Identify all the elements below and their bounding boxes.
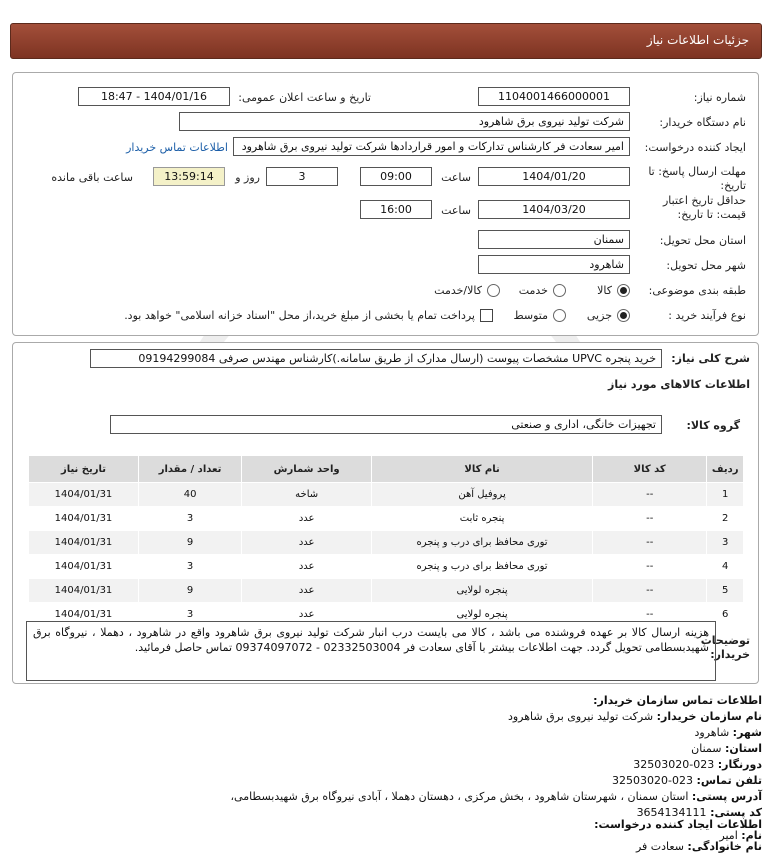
- remaining-label: ساعت باقی مانده: [51, 171, 133, 184]
- cell-unit: عدد: [242, 603, 372, 627]
- contact-postal-key: کد پستی:: [710, 806, 762, 819]
- process-medium-radio[interactable]: [553, 309, 566, 322]
- days-field: 3: [266, 167, 338, 186]
- need-number-label: شماره نیاز:: [693, 91, 746, 104]
- cell-date: 1404/01/31: [29, 579, 139, 603]
- cell-code: --: [593, 579, 707, 603]
- contact-province-key: استان:: [725, 742, 762, 755]
- contact-province-value: سمنان: [691, 742, 722, 755]
- process-medium-label: متوسط: [513, 309, 548, 322]
- cell-qty: 3: [138, 603, 241, 627]
- page-title: جزئیات اطلاعات نیاز: [646, 33, 749, 47]
- cell-qty: 3: [138, 555, 241, 579]
- province-label: استان محل تحویل:: [659, 234, 746, 247]
- category-service-label: خدمت: [518, 284, 548, 297]
- goods-table-header: [29, 456, 744, 483]
- validity-time-field: 16:00: [360, 200, 432, 219]
- deadline-label: مهلت ارسال پاسخ: تا تاریخ:: [648, 165, 746, 192]
- deadline-time-label: ساعت: [441, 171, 471, 184]
- goods-group-field: تجهیزات خانگی، اداری و صنعتی: [110, 415, 662, 434]
- col-qty: تعداد / مقدار: [138, 456, 241, 483]
- cell-row: 1: [707, 483, 744, 507]
- cell-name: توری محافظ برای درب و پنجره: [372, 555, 593, 579]
- cell-code: --: [593, 555, 707, 579]
- buyer-notes-label: توضیحات خریدار:: [700, 634, 750, 661]
- buyer-org-field: شرکت تولید نیروی برق شاهرود: [179, 112, 630, 131]
- need-number-field: 1104001466000001: [478, 87, 630, 106]
- category-goods-radio[interactable]: [617, 284, 630, 297]
- cell-date: 1404/01/31: [29, 507, 139, 531]
- cell-unit: عدد: [242, 531, 372, 555]
- creator-family-key: نام خانوادگی:: [687, 840, 762, 853]
- contact-postal-value: 3654134111: [636, 806, 707, 819]
- treasury-checkbox[interactable]: [480, 309, 493, 322]
- cell-code: --: [593, 531, 707, 555]
- cell-name: پنجره لولایی: [372, 603, 593, 627]
- category-both-radio[interactable]: [487, 284, 500, 297]
- cell-qty: 9: [138, 531, 241, 555]
- page-header: [10, 23, 762, 59]
- cell-code: --: [593, 603, 707, 627]
- validity-time-label: ساعت: [441, 204, 471, 217]
- category-goods-label: کالا: [597, 284, 612, 297]
- cell-date: 1404/01/31: [29, 531, 139, 555]
- cell-row: 2: [707, 507, 744, 531]
- cell-qty: 3: [138, 507, 241, 531]
- table-row: [29, 483, 744, 507]
- contact-city-line: [695, 726, 762, 739]
- contact-tel-value: 023-32503020: [612, 774, 694, 787]
- cell-row: 6: [707, 603, 744, 627]
- contact-tel-line: [612, 774, 762, 787]
- validity-label: حداقل تاریخ اعتبار قیمت: تا تاریخ:: [662, 194, 746, 221]
- creator-label: ایجاد کننده درخواست:: [644, 141, 746, 154]
- cell-qty: 40: [138, 483, 241, 507]
- province-field: سمنان: [478, 230, 630, 249]
- contact-org-key: نام سازمان خریدار:: [656, 710, 762, 723]
- contact-tel-key: تلفن تماس:: [696, 774, 762, 787]
- announce-label: تاریخ و ساعت اعلان عمومی:: [238, 91, 371, 104]
- cell-unit: عدد: [242, 507, 372, 531]
- cell-name: پنجره لولایی: [372, 579, 593, 603]
- contact-fax-line: [633, 758, 762, 771]
- goods-group-label: گروه کالا:: [686, 419, 740, 432]
- need-info-panel: [12, 72, 759, 336]
- process-small-label: جزیی: [586, 309, 612, 322]
- creator-field: امیر سعادت فر کارشناس تدارکات و امور قراردادها شرکت تولید نیروی برق شاهرود: [233, 137, 630, 156]
- creator-family-value: سعادت فر: [635, 840, 684, 853]
- goods-table: [28, 455, 744, 627]
- cell-date: 1404/01/31: [29, 603, 139, 627]
- cell-name: توری محافظ برای درب و پنجره: [372, 531, 593, 555]
- contact-city-value: شاهرود: [694, 726, 730, 739]
- col-unit: واحد شمارش: [242, 456, 372, 483]
- cell-row: 4: [707, 555, 744, 579]
- creator-family-line: [636, 840, 762, 853]
- contact-org-value: شرکت تولید نیروی برق شاهرود: [507, 710, 654, 723]
- deadline-time-field: 09:00: [360, 167, 432, 186]
- goods-info-title: اطلاعات کالاهای مورد نیاز: [608, 378, 750, 391]
- buyer-notes-text: هزینه ارسال کالا بر عهده فروشنده می باشد ، کالا می بایست درب انبار شرکت تولید نیروی برق شاهرود واقع در شاهرود ، دهملا ، نیروگاه برق شهیدبسطامی تحویل گردد. جهت اطلاعات بیشتر با آقای سعادت فر 02332503004 - 09374097072 تماس حاصل فرمائید.: [26, 621, 716, 681]
- general-desc-label: شرح کلی نیاز:: [671, 352, 750, 365]
- payment-note: پرداخت تمام یا بخشی از مبلغ خرید،از محل "اسناد خزانه اسلامی" خواهد بود.: [124, 309, 475, 322]
- cell-qty: 9: [138, 579, 241, 603]
- col-row: ردیف: [707, 456, 744, 483]
- general-desc-field: خرید پنجره UPVC مشخصات پیوست (ارسال مدارک از طریق سامانه.)کارشناس مهندس صرفی 09194299084: [90, 349, 662, 368]
- validity-date-field: 1404/03/20: [478, 200, 630, 219]
- city-field: شاهرود: [478, 255, 630, 274]
- category-label: طبقه بندی موضوعی:: [648, 284, 746, 297]
- contact-title: اطلاعات تماس سازمان خریدار:: [593, 694, 762, 707]
- contact-province-line: [691, 742, 762, 755]
- contact-org-line: [508, 710, 762, 723]
- contact-city-key: شهر:: [732, 726, 762, 739]
- cell-row: 3: [707, 531, 744, 555]
- creator-name-key: نام:: [741, 829, 762, 842]
- category-service-radio[interactable]: [553, 284, 566, 297]
- announce-field: 1404/01/16 - 18:47: [78, 87, 230, 106]
- contact-address-key: آدرس پستی:: [691, 790, 762, 803]
- contact-address-line: [230, 790, 762, 803]
- creator-name-value: امیر: [719, 829, 738, 842]
- deadline-date-field: 1404/01/20: [478, 167, 630, 186]
- table-row: [29, 555, 744, 579]
- contact-fax-value: 023-32503020: [633, 758, 715, 771]
- cell-row: 5: [707, 579, 744, 603]
- buyer-contact-link[interactable]: اطلاعات تماس خریدار: [126, 141, 228, 154]
- creator-info-title: اطلاعات ایجاد کننده درخواست:: [594, 818, 762, 831]
- buyer-org-label: نام دستگاه خریدار:: [659, 116, 746, 129]
- cell-code: --: [593, 507, 707, 531]
- remaining-time-field: 13:59:14: [153, 167, 225, 186]
- cell-code: --: [593, 483, 707, 507]
- cell-date: 1404/01/31: [29, 555, 139, 579]
- col-name: نام کالا: [372, 456, 593, 483]
- cell-unit: عدد: [242, 555, 372, 579]
- cell-unit: شاخه: [242, 483, 372, 507]
- cell-date: 1404/01/31: [29, 483, 139, 507]
- col-code: کد کالا: [593, 456, 707, 483]
- contact-address-value: استان سمنان ، شهرستان شاهرود ، بخش مرکزی ، دهستان دهملا ، آبادی نیروگاه برق شهیدبسطامی،: [230, 790, 689, 803]
- category-both-label: کالا/خدمت: [434, 284, 482, 297]
- table-row: [29, 507, 744, 531]
- table-row: [29, 531, 744, 555]
- cell-unit: عدد: [242, 579, 372, 603]
- days-label: روز و: [235, 171, 260, 184]
- cell-name: پنجره ثابت: [372, 507, 593, 531]
- contact-fax-key: دورنگار:: [717, 758, 762, 771]
- city-label: شهر محل تحویل:: [666, 259, 746, 272]
- process-label: نوع فرآیند خرید :: [668, 309, 746, 322]
- process-small-radio[interactable]: [617, 309, 630, 322]
- col-date: تاریخ نیاز: [29, 456, 139, 483]
- table-row: [29, 579, 744, 603]
- cell-name: پروفیل آهن: [372, 483, 593, 507]
